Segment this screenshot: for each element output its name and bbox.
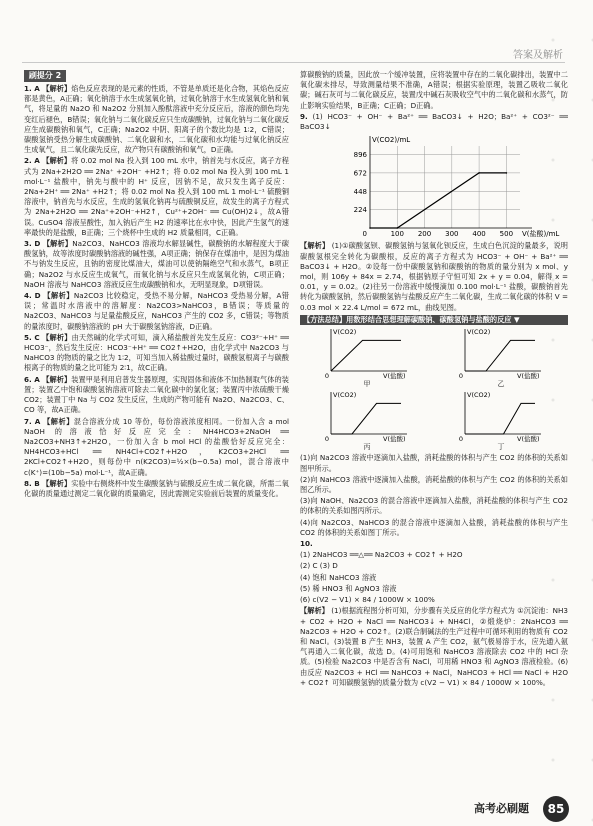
question-10-number: 10. xyxy=(300,539,313,549)
question-10-analysis-text: (1)根据流程图分析可知，分步骤有关反应的化学方程式为 ①沉淀池：NH3 + CO2 + H2O + NaCl ══ NaHCO3↓ + NH4Cl，②煅烧炉：2NaHCO3 ══ Na2CO3 + H2O + CO2↑。(2)联合制碱法的生产过程中可循环利用的物质有 CO2 和 NaCl。(3)装置 B 产生 NH3，装置 A 产生 CO2，氨气极易溶于水，应先通入氨气再通入二氧化碳，故选 D。(4)可用饱和 NaHCO3 溶液除去 CO2 中的 HCl 杂质。(5)检验 Na2CO3 中是否含有 NaCl，可用稀 HNO3 和 AgNO3 溶液检验。(6)由反应 Na2CO3 + HCl ══ NaHCO3 + NaCl，NaHCO3 + HCl ══ NaCl + H2O + CO2↑ 可知碳酸氢钠的质量分数为 c(V2 − V1) × 84 / 1000W × 100%。 xyxy=(300,606,568,687)
data-point xyxy=(506,172,508,174)
question-10 xyxy=(300,539,568,549)
question-10-analysis xyxy=(300,606,568,688)
x-tick-label: 500 xyxy=(499,230,514,239)
method-charts xyxy=(300,327,568,452)
question-9-equation: (1) HCO3⁻ + OH⁻ + Ba²⁺ ══ BaCO3↓ + H2O；Ba²⁺ + CO3²⁻ ══ BaCO3↓ xyxy=(300,111,568,132)
method-point: (4)向 Na2CO3、NaHCO3 的混合溶液中逐滴加入盐酸，消耗盐酸的体积与产生 CO2 的体积的关系如图丁所示。 xyxy=(300,517,568,537)
analysis-text: 实验中右侧烧杯中发生碳酸氢钠与硫酸反应生成二氧化碳，所需二氧化碳的质量通过测定二氧化碳的质量确定，因此需测定实验前后装置的质量变化。 xyxy=(24,478,289,498)
method-series-line xyxy=(331,340,401,371)
analysis-label: 【解析】 xyxy=(300,606,329,616)
analysis-text: 焰色反应表现的是元素的性质，不管是单质还是化合物，其焰色反应都是黄色，A正确；氧化钠溶于水生成氢氧化钠，过氧化钠溶于水生成氢氧化钠和氧气，将足量的 Na2O 和 Na2O2 分别加入酚酞溶液中充分反应后，溶液的颜色均先变红后褪色，B错误；氧化钠与二氧化碳反应只生成碳酸钠，过氧化钠与二氧化碳反应生成碳酸钠和氧气，C正确；Na2O2 中阴、阳离子的个数比均是 1∶2，C错误；碳酸氢钠受热分解生成碳酸钠、二氧化碳和水，二氧化碳和水均能与过氧化钠反应生成氧气，且二氧化碳先反应，故产物只有碳酸钠和氧气，D正确。 xyxy=(24,84,289,155)
method-point: (1)向 Na2CO3 溶液中逐滴加入盐酸，消耗盐酸的体积与产生 CO2 的体积的关系如图甲所示。 xyxy=(300,453,568,473)
answer-item xyxy=(24,84,289,155)
page-number: 85 xyxy=(543,796,569,822)
y-tick-label: 224 xyxy=(353,206,367,215)
answer-item xyxy=(24,333,289,374)
x-axis-label: V(盐酸)/mL xyxy=(522,230,560,239)
y-axis-label: V(CO2)/mL xyxy=(372,136,411,145)
analysis-text: Na2CO3、NaHCO3 溶液均水解显碱性，碳酸钠的水解程度大于碳酸氢钠，故等浓度时碳酸钠溶液的碱性强，A项正确；钠保存在煤油中，是因为煤油不与钠发生反应，且钠的密度比煤油大，煤油可以使钠隔绝空气和水蒸气，B项正确；Na2O2 与水反应生成氧气，而氧化钠与水反应只生成氢氧化钠，C项正确；NaOH 溶液与 NaHCO3 溶液反应生成碳酸钠和水，无明显现象，D项错误。 xyxy=(24,239,289,289)
method-point: (2)向 NaHCO3 溶液中逐滴加入盐酸，消耗盐酸的体积与产生 CO2 的体积的关系如图乙所示。 xyxy=(300,474,568,495)
analysis-label: 【解析】 xyxy=(43,291,74,301)
origin-label: 0 xyxy=(324,435,329,443)
answer-number: 3. D xyxy=(24,239,41,249)
answer-line: (2) C (3) D xyxy=(300,561,338,571)
x-tick-label: 100 xyxy=(390,230,404,239)
q9-co2-volume-chart xyxy=(300,133,568,238)
co2-series-line xyxy=(370,173,506,228)
answer-number: 7. A xyxy=(24,416,41,426)
answer-item xyxy=(24,291,289,332)
header-label: 答案及解析 xyxy=(513,50,563,61)
analysis-label: 【解析】 xyxy=(42,239,73,249)
x-axis-label: V(盐酸) xyxy=(517,435,540,443)
analysis-text: 将 0.02 mol Na 投入到 100 mL 水中，钠首先与水反应，离子方程式为 2Na+2H2O ══ 2Na⁺ +2OH⁻ +H2↑；将 0.02 mol Na 投入到 100 mL 1 mol·L⁻¹ 盐酸中，钠先与酸中的 H⁺ 反应，因钠不足，故只发生离子反应：2Na+2H⁺ ══ 2Na⁺ +H2↑；将 0.02 mol Na 投入到 100 mL 1 mol·L⁻¹ 硫酸铜溶液中，钠首先与水反应，生成的氢氧化钠再与硫酸铜反应，故发生的离子方程式为 2Na+2H2O ══ 2Na⁺+2OH⁻+H2↑，Cu²⁺+2OH⁻ ══ Cu(OH)2↓，故A错误。CuSO4 溶液呈酸性，加入钠后产生 H2 的速率比在水中快，因此产生氢气的速率最快的是盐酸，B正确；三个烧杯中生成的 H2 质量相同，C正确。 xyxy=(24,156,289,237)
right-column xyxy=(300,70,568,784)
y-tick-label: 896 xyxy=(353,151,367,160)
answer-item xyxy=(24,156,289,238)
analysis-label: 【解析】 xyxy=(300,241,330,251)
question-9-analysis-text: (1)①碳酸氢钡、碳酸氢钠与氢氧化钡反应，生成白色沉淀的量最多，说明碳酸氢根完全转化为碳酸根，反应的离子方程式为 HCO3⁻ + OH⁻ + Ba²⁺ ══ BaCO3↓ + H2O。②设每一份中碳酸氢钠和碳酸钠的物质的量分别为 x mol、y mol，则 106y + 84x = 2.74，根据钠原子守恒可知 2x + y = 0.04，解得 x = 0.01，y = 0.02。(2)往另一份溶液中缓慢滴加 0.100 mol·L⁻¹ 盐酸，碳酸钠首先转化为碳酸氢钠，然后碳酸氢钠与盐酸反应产生二氧化碳，生成二氧化碳的体积 V = 0.03 mol × 22.4 L/mol = 672 mL，曲线见图。 xyxy=(300,241,568,312)
x-axis-label: V(盐酸) xyxy=(517,372,540,380)
answer-number: 2. A xyxy=(24,156,40,166)
analysis-label: 【解析】 xyxy=(42,84,72,93)
y-axis-label: V(CO2) xyxy=(333,391,357,400)
method-chart-name: 丁 xyxy=(497,443,505,452)
y-tick-label: 448 xyxy=(353,187,367,196)
answer-line: (4) 饱和 NaHCO3 溶液 xyxy=(300,572,377,582)
origin-label: 0 xyxy=(458,372,463,380)
method-points xyxy=(300,453,568,538)
answer-number: 5. C xyxy=(24,332,40,342)
question-9-analysis xyxy=(300,241,568,312)
x-axis-label: V(盐酸) xyxy=(383,435,406,443)
origin-label: 0 xyxy=(362,230,367,239)
answer-item xyxy=(24,417,289,478)
answer-number: 8. B xyxy=(24,478,40,488)
analysis-label: 【解析】 xyxy=(43,416,74,426)
answer-item xyxy=(24,375,289,416)
book-title: 高考必刷题 xyxy=(474,802,529,815)
analysis-text: Na2CO3 比较稳定，受热不易分解，NaHCO3 受热易分解，A错误；常温时水溶液中的溶解度：Na2CO3>NaHCO3，B错误；等质量的 Na2CO3、NaHCO3 与足量盐酸反应，NaHCO3 产生的 CO2 多，C错误；等物质的量浓度时，碳酸钠溶液的 pH 大于碳酸氢钠溶液，D正确。 xyxy=(24,291,289,331)
method-chart-name: 乙 xyxy=(497,380,505,389)
question-9 xyxy=(300,112,568,132)
method-series-line xyxy=(331,404,401,435)
method-point: (3)向 NaOH、Na2CO3 的混合溶液中逐滴加入盐酸，消耗盐酸的体积与产生 CO2 的体积的关系如图丙所示。 xyxy=(300,496,568,516)
origin-label: 0 xyxy=(458,435,463,443)
method-chart-row xyxy=(300,327,568,389)
x-axis-label: V(盐酸) xyxy=(383,372,406,380)
x-tick-label: 400 xyxy=(472,230,486,239)
method-chart-svg xyxy=(451,327,551,379)
y-axis-label: V(CO2) xyxy=(467,391,491,400)
analysis-text: 装置甲是利用启普发生器原理，实现固体和液体不加热制取气体的装置；装置乙中饱和碳酸氢钠溶液可除去二氧化碳中的氯化氢；装置丙中浓硫酸干燥 CO2；装置丁中 Na 与 CO2 发生反应，生成的产物可能有 Na2O、Na2CO3、C、CO 等，故A正确。 xyxy=(24,374,289,415)
question-10-answers xyxy=(300,550,568,605)
method-chart-svg xyxy=(317,390,417,442)
method-series-line xyxy=(465,340,535,371)
analysis-text: 混合溶液分成 10 等份，每份溶液浓度相同。一份加入含 a mol NaOH 的溶液恰好反应完全：NH4HCO3+2NaOH ══ Na2CO3+NH3↑+2H2O，一份加入含 b mol HCl 的盐酸恰好反应完全：NH4HCO3+HCl ══ NH4Cl+CO2↑+H2O，K2CO3+2HCl ══ 2KCl+CO2↑+H2O，则每份中 n(K2CO3)=½×(b−0.5a) mol，混合溶液中 c(K⁺)=(10b−5a) mol·L⁻¹，故A正确。 xyxy=(24,416,289,477)
analysis-label: 【解析】 xyxy=(42,478,72,488)
method-chart-row xyxy=(300,390,568,452)
method-summary-title: 【方法总结】用数形结合思想理解碳酸钠、碳酸氢钠与盐酸的反应 ▼ xyxy=(300,315,568,325)
y-tick-label: 672 xyxy=(353,169,367,178)
method-chart xyxy=(317,390,417,452)
analysis-text: 由天然碱的化学式可知，滴入稀盐酸首先发生反应：CO3²⁻+H⁺ ══ HCO3⁻，然后发生反应：HCO3⁻+H⁺ ══ CO2↑+H2O，由化学式中 Na2CO3 与 NaHCO3 的物质的量之比为 1∶2，可知当加入稀盐酸过量时，碳酸氢根离子与碳酸根离子的物质的量之比可能为 2∶1，故C正确。 xyxy=(24,332,289,373)
answer-line: (1) 2NaHCO3 ══△══ Na2CO3 + CO2↑ + H2O xyxy=(300,550,463,560)
left-column xyxy=(24,70,289,784)
header-divider xyxy=(22,62,565,63)
method-chart-name: 丙 xyxy=(363,443,371,452)
method-chart xyxy=(451,327,551,389)
answer-item xyxy=(24,479,289,499)
data-point xyxy=(478,172,480,174)
data-point xyxy=(396,227,398,229)
method-chart xyxy=(451,390,551,452)
answer-line: (5) 稀 HNO3 和 AgNO3 溶液 xyxy=(300,583,397,593)
data-point xyxy=(369,227,371,229)
y-axis-label: V(CO2) xyxy=(333,328,357,337)
analysis-label: 【解析】 xyxy=(42,374,72,384)
section-tag: 刷提分 2 xyxy=(24,70,66,82)
answer-number: 4. D xyxy=(24,291,41,301)
x-tick-label: 300 xyxy=(445,230,459,239)
method-chart-svg xyxy=(317,327,417,379)
question-9-number: 9. xyxy=(300,111,308,121)
answer-item xyxy=(24,239,289,290)
answer-number: 6. A xyxy=(24,374,40,384)
x-tick-label: 200 xyxy=(417,230,432,239)
method-chart-name: 甲 xyxy=(363,380,371,389)
right-column-continuation: 算碳酸钠的质量，因此放一个缓冲装置，应将装置中存在的二氧化碳排出，装置中二氧化碳未排尽，导致测量结果不准确，A错误；根据实验原理，装置乙吸收二氧化碳；碱石灰可与二氧化碳反应，装置戊中碱石灰吸收空气中的二氧化碳和水蒸气，防止影响实验结果，B正确；C正确；D正确。 xyxy=(300,70,568,110)
analysis-label: 【解析】 xyxy=(42,332,72,342)
origin-label: 0 xyxy=(324,372,329,380)
method-chart-svg xyxy=(451,390,551,442)
analysis-label: 【解析】 xyxy=(42,156,72,166)
answer-number: 1. A xyxy=(24,84,40,93)
answer-line: (6) c(V2 − V1) × 84 / 1000W × 100% xyxy=(300,595,435,605)
y-axis-label: V(CO2) xyxy=(467,328,491,337)
method-series-line xyxy=(465,404,535,435)
method-chart xyxy=(317,327,417,389)
